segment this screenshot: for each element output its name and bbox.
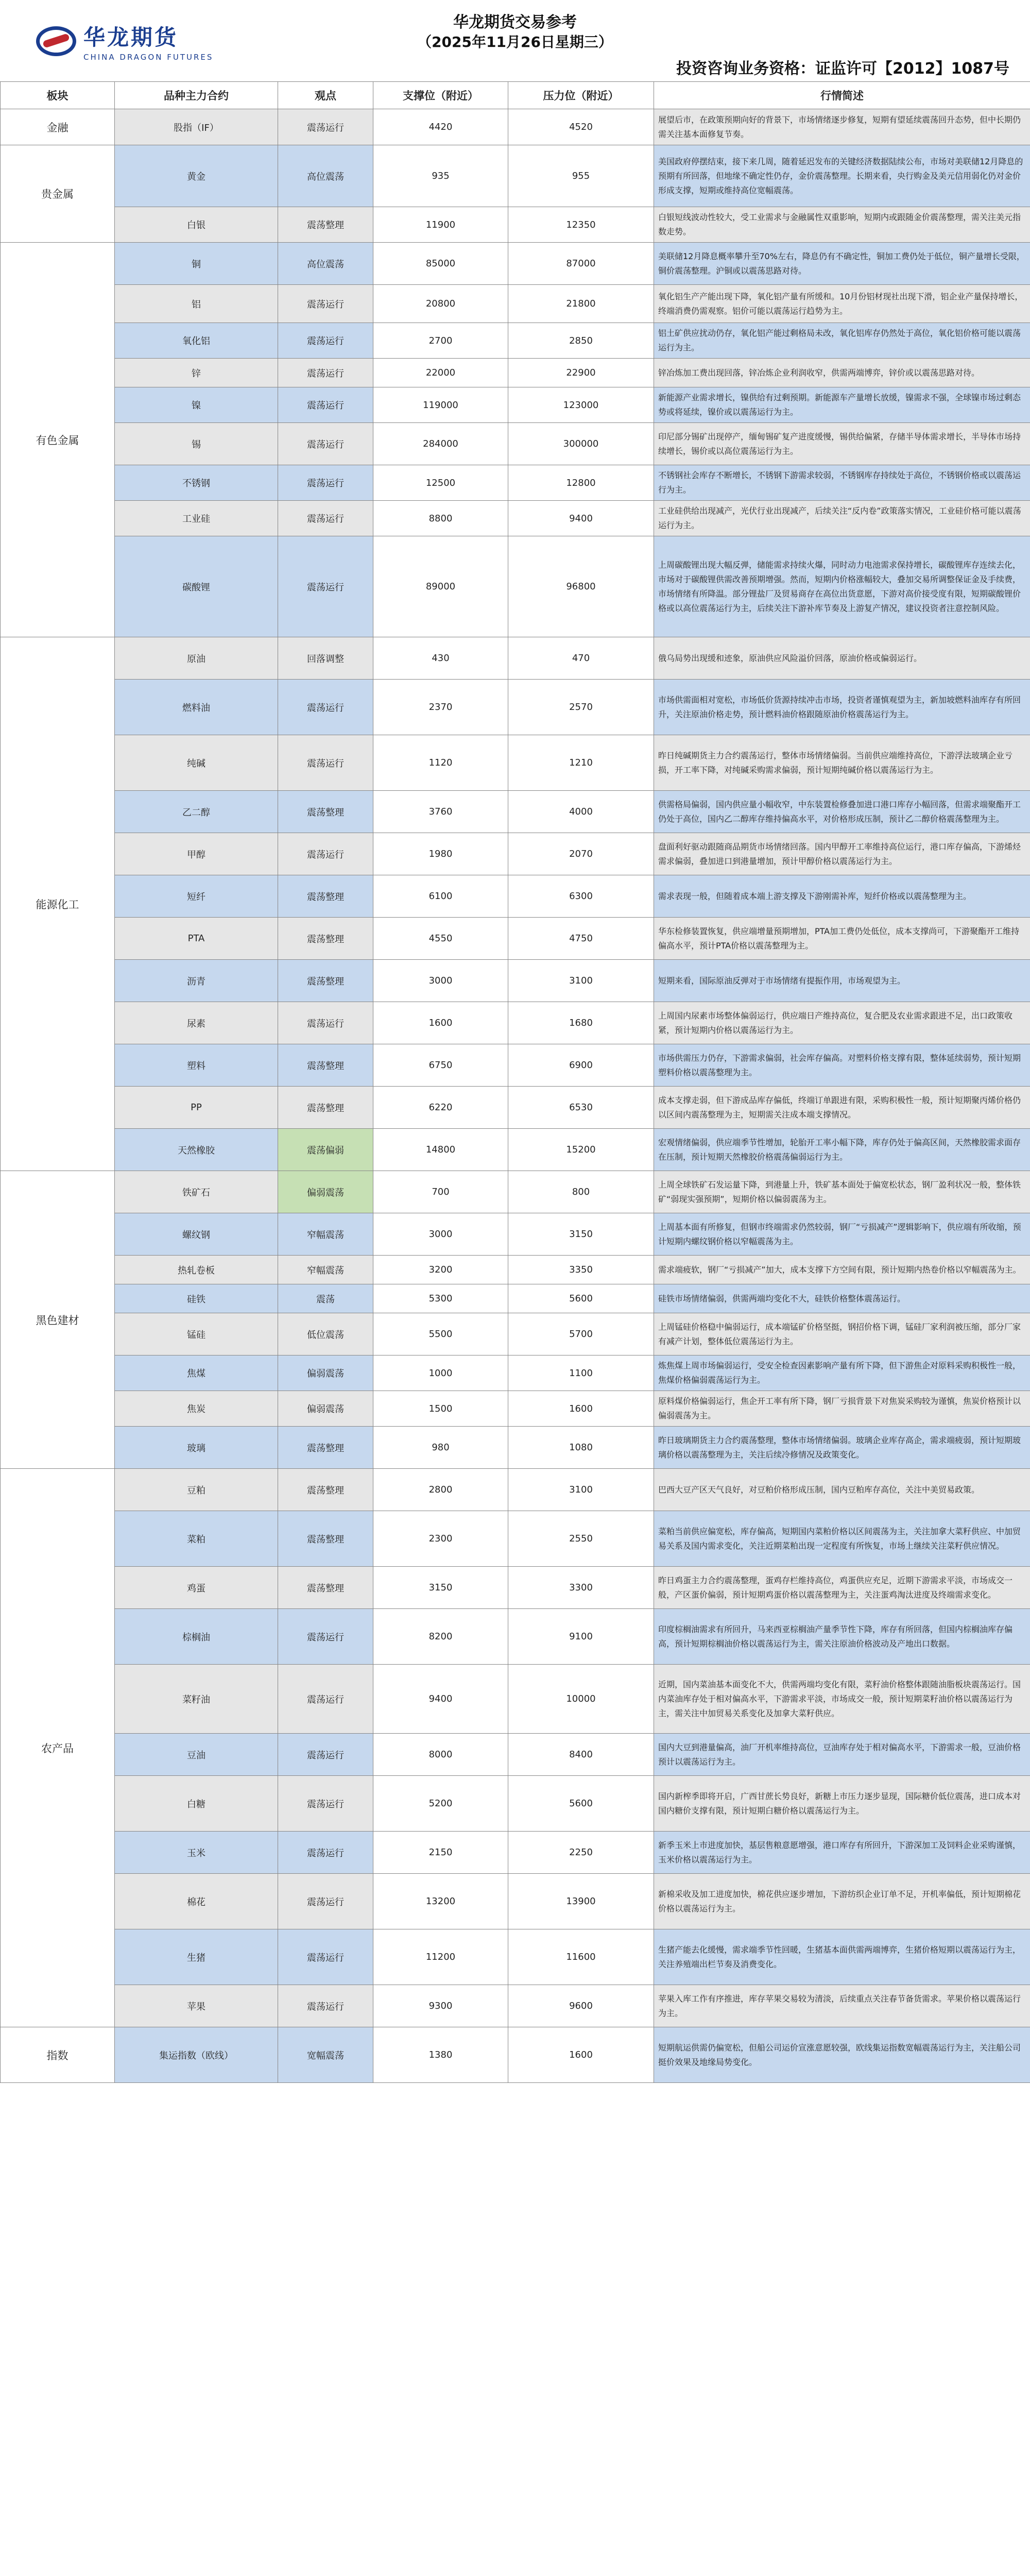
resistance-cell: 10000 xyxy=(508,1665,654,1734)
view-cell: 震荡运行 xyxy=(278,465,373,501)
contract-cell: 短纤 xyxy=(115,875,278,918)
view-cell: 震荡运行 xyxy=(278,1929,373,1985)
view-cell: 高位震荡 xyxy=(278,243,373,285)
summary-cell: 新季玉米上市进度加快，基层售粮意愿增强，港口库存有所回升，下游深加工及饲料企业采购谨慎，玉米价格以震荡运行为主。 xyxy=(654,1832,1030,1874)
table-row xyxy=(1,359,1030,387)
view-cell: 震荡运行 xyxy=(278,680,373,735)
summary-cell: 菜粕当前供应偏宽松，库存偏高，短期国内菜粕价格以区间震荡为主，关注加拿大菜籽供应、中加贸易关系及国内需求变化，关注近期菜粕出现一定程度有所恢复，市场上继续关注菜籽供应情况。 xyxy=(654,1511,1030,1567)
table-row xyxy=(1,1832,1030,1874)
table-row xyxy=(1,637,1030,680)
table-row xyxy=(1,1469,1030,1511)
resistance-cell: 9100 xyxy=(508,1609,654,1665)
contract-cell: 菜籽油 xyxy=(115,1665,278,1734)
summary-cell: 成本支撑走弱，但下游成品库存偏低，终端订单跟进有限，采购积极性一般，预计短期聚丙烯价格仍以区间内震荡整理为主，短期需关注成本端支撑情况。 xyxy=(654,1087,1030,1129)
resistance-cell: 800 xyxy=(508,1171,654,1213)
resistance-cell: 9400 xyxy=(508,501,654,536)
resistance-cell: 15200 xyxy=(508,1129,654,1171)
contract-cell: 乙二醇 xyxy=(115,791,278,833)
summary-cell: 华东检修装置恢复，供应端增量预期增加，PTA加工费仍处低位，成本支撑尚可，下游聚酯开工维持偏高水平，预计PTA价格以震荡整理为主。 xyxy=(654,918,1030,960)
view-cell: 震荡整理 xyxy=(278,875,373,918)
summary-cell: 新能源产业需求增长，镍供给有过剩预期。新能源车产量增长放缓，镍需求不强，全球镍市场过剩态势或将延续，镍价或以震荡运行为主。 xyxy=(654,387,1030,423)
support-cell: 5500 xyxy=(373,1313,508,1355)
col-view: 观点 xyxy=(278,82,373,109)
contract-cell: 玉米 xyxy=(115,1832,278,1874)
table-row xyxy=(1,1044,1030,1087)
support-cell: 935 xyxy=(373,145,508,207)
table-row xyxy=(1,833,1030,875)
view-cell: 震荡偏弱 xyxy=(278,1129,373,1171)
view-cell: 宽幅震荡 xyxy=(278,2027,373,2083)
resistance-cell: 1210 xyxy=(508,735,654,791)
table-row xyxy=(1,1129,1030,1171)
contract-cell: 锰硅 xyxy=(115,1313,278,1355)
sector-cell: 能源化工 xyxy=(1,637,115,1171)
support-cell: 3200 xyxy=(373,1256,508,1284)
view-cell: 震荡运行 xyxy=(278,1609,373,1665)
resistance-cell: 1600 xyxy=(508,1391,654,1427)
report-title: 华龙期货交易参考 xyxy=(453,13,577,31)
table-row xyxy=(1,2027,1030,2083)
sector-cell: 金融 xyxy=(1,109,115,145)
view-cell: 震荡整理 xyxy=(278,1087,373,1129)
resistance-cell: 1080 xyxy=(508,1427,654,1469)
contract-cell: 生猪 xyxy=(115,1929,278,1985)
contract-cell: 焦煤 xyxy=(115,1355,278,1391)
support-cell: 1000 xyxy=(373,1355,508,1391)
resistance-cell: 87000 xyxy=(508,243,654,285)
resistance-cell: 12350 xyxy=(508,207,654,243)
contract-cell: 氧化铝 xyxy=(115,323,278,359)
support-cell: 1980 xyxy=(373,833,508,875)
resistance-cell: 3300 xyxy=(508,1567,654,1609)
support-cell: 8200 xyxy=(373,1609,508,1665)
view-cell: 偏弱震荡 xyxy=(278,1391,373,1427)
table-row xyxy=(1,1929,1030,1985)
contract-cell: 塑料 xyxy=(115,1044,278,1087)
summary-cell: 市场供需面相对宽松，市场低价货源持续冲击市场，投资者谨慎观望为主，新加坡燃料油库存有所回升，关注原油价格走势，预计燃料油价格跟随原油价格震荡运行为主。 xyxy=(654,680,1030,735)
table-row xyxy=(1,1213,1030,1256)
summary-cell: 不锈钢社会库存不断增长，不锈钢下游需求较弱，不锈钢库存持续处于高位，不锈钢价格或以震荡运行为主。 xyxy=(654,465,1030,501)
support-cell: 2370 xyxy=(373,680,508,735)
summary-cell: 氧化铝生产产能出现下降，氧化铝产量有所缓和。10月份铝材现社出现下滑，铝企业产量保持增长，终端消费仍需观察。铝价可能以震荡运行趋势为主。 xyxy=(654,285,1030,323)
support-cell: 1500 xyxy=(373,1391,508,1427)
view-cell: 偏弱震荡 xyxy=(278,1171,373,1213)
table-row xyxy=(1,536,1030,637)
summary-cell: 国内新榨季即将开启，广西甘蔗长势良好，新糖上市压力逐步显现，国际糖价低位震荡，进口成本对国内糖价支撑有限，预计短期白糖价格以震荡运行为主。 xyxy=(654,1776,1030,1832)
contract-cell: 尿素 xyxy=(115,1002,278,1044)
summary-cell: 印尼部分锡矿出现停产，缅甸锡矿复产进度缓慢，锡供给偏紧，存储半导体需求增长，半导体市场持续增长，锡价或以高位震荡运行为主。 xyxy=(654,423,1030,465)
table-row xyxy=(1,1171,1030,1213)
table-header-row xyxy=(1,82,1030,109)
summary-cell: 铝土矿供应扰动仍存，氧化铝产能过剩格局未改，氧化铝库存仍然处于高位，氧化铝价格可能以震荡运行为主。 xyxy=(654,323,1030,359)
view-cell: 震荡运行 xyxy=(278,109,373,145)
resistance-cell: 955 xyxy=(508,145,654,207)
summary-cell: 美国政府停摆结束，接下来几周，随着延迟发布的关键经济数据陆续公布，市场对美联储12月降息的预期有所回落，但地缘不确定性仍存，金价震荡整理。长期来看，央行购金及美元信用弱化仍对金价形成支撑，短期或维持高位宽幅震荡。 xyxy=(654,145,1030,207)
table-row xyxy=(1,1985,1030,2027)
support-cell: 8000 xyxy=(373,1734,508,1776)
support-cell: 3000 xyxy=(373,1213,508,1256)
summary-cell: 印度棕榈油需求有所回升，马来西亚棕榈油产量季节性下降，库存有所回落，但国内棕榈油库存偏高，预计短期棕榈油价格以震荡运行为主，需关注原油价格波动及产地出口数据。 xyxy=(654,1609,1030,1665)
resistance-cell: 2850 xyxy=(508,323,654,359)
table-row xyxy=(1,1256,1030,1284)
contract-cell: 锌 xyxy=(115,359,278,387)
support-cell: 11200 xyxy=(373,1929,508,1985)
view-cell: 震荡整理 xyxy=(278,1044,373,1087)
view-cell: 震荡运行 xyxy=(278,423,373,465)
view-cell: 震荡运行 xyxy=(278,1874,373,1929)
summary-cell: 近期，国内菜油基本面变化不大，供需两端均变化有限，菜籽油价格整体跟随油脂板块震荡运行。国内菜油库存处于相对偏高水平，下游需求平淡，市场成交一般，预计短期菜籽油价格以震荡运行为主，需关注中加贸易关系变化及加拿大菜籽供应。 xyxy=(654,1665,1030,1734)
support-cell: 12500 xyxy=(373,465,508,501)
col-contract: 品种主力合约 xyxy=(115,82,278,109)
resistance-cell: 5700 xyxy=(508,1313,654,1355)
resistance-cell: 6300 xyxy=(508,875,654,918)
view-cell: 震荡整理 xyxy=(278,960,373,1002)
resistance-cell: 300000 xyxy=(508,423,654,465)
summary-cell: 炼焦煤上周市场偏弱运行，受安全检查因素影响产量有所下降，但下游焦企对原料采购积极性一般，焦煤价格偏弱震荡运行为主。 xyxy=(654,1355,1030,1391)
contract-cell: 镍 xyxy=(115,387,278,423)
support-cell: 1380 xyxy=(373,2027,508,2083)
contract-cell: 天然橡胶 xyxy=(115,1129,278,1171)
contract-cell: 白糖 xyxy=(115,1776,278,1832)
view-cell: 窄幅震荡 xyxy=(278,1213,373,1256)
summary-cell: 锌冶炼加工费出现回落，锌冶炼企业利润收窄，供需两端博弈，锌价或以震荡思路对待。 xyxy=(654,359,1030,387)
view-cell: 震荡运行 xyxy=(278,1002,373,1044)
support-cell: 9300 xyxy=(373,1985,508,2027)
support-cell: 980 xyxy=(373,1427,508,1469)
view-cell: 震荡运行 xyxy=(278,1665,373,1734)
resistance-cell: 11600 xyxy=(508,1929,654,1985)
resistance-cell: 3350 xyxy=(508,1256,654,1284)
table-row xyxy=(1,243,1030,285)
contract-cell: 锡 xyxy=(115,423,278,465)
trading-reference-table xyxy=(0,81,1030,2083)
support-cell: 5200 xyxy=(373,1776,508,1832)
summary-cell: 苹果入库工作有序推进，库存苹果交易较为清淡，后续重点关注春节备货需求。苹果价格以震荡运行为主。 xyxy=(654,1985,1030,2027)
contract-cell: 豆粕 xyxy=(115,1469,278,1511)
contract-cell: 豆油 xyxy=(115,1734,278,1776)
table-row xyxy=(1,1355,1030,1391)
view-cell: 震荡运行 xyxy=(278,1985,373,2027)
view-cell: 震荡整理 xyxy=(278,1567,373,1609)
summary-cell: 俄乌局势出现缓和迹象，原油供应风险溢价回落，原油价格或偏弱运行。 xyxy=(654,637,1030,680)
table-body xyxy=(1,109,1030,2083)
view-cell: 回落调整 xyxy=(278,637,373,680)
contract-cell: 白银 xyxy=(115,207,278,243)
resistance-cell: 6530 xyxy=(508,1087,654,1129)
view-cell: 震荡 xyxy=(278,1284,373,1313)
table-row xyxy=(1,207,1030,243)
resistance-cell: 3150 xyxy=(508,1213,654,1256)
view-cell: 震荡运行 xyxy=(278,359,373,387)
resistance-cell: 2070 xyxy=(508,833,654,875)
summary-cell: 展望后市，在政策预期向好的背景下，市场情绪逐步修复，短期有望延续震荡回升态势，但中长期仍需关注基本面修复节奏。 xyxy=(654,109,1030,145)
contract-cell: 甲醇 xyxy=(115,833,278,875)
resistance-cell: 1600 xyxy=(508,2027,654,2083)
table-row xyxy=(1,791,1030,833)
resistance-cell: 22900 xyxy=(508,359,654,387)
resistance-cell: 12800 xyxy=(508,465,654,501)
contract-cell: 棕榈油 xyxy=(115,1609,278,1665)
col-sector: 板块 xyxy=(1,82,115,109)
table-row xyxy=(1,145,1030,207)
table-row xyxy=(1,323,1030,359)
col-summary: 行情简述 xyxy=(654,82,1030,109)
support-cell: 14800 xyxy=(373,1129,508,1171)
resistance-cell: 6900 xyxy=(508,1044,654,1087)
resistance-cell: 2570 xyxy=(508,680,654,735)
license-text: 投资咨询业务资格：证监许可【2012】1087号 xyxy=(676,60,1009,78)
view-cell: 高位震荡 xyxy=(278,145,373,207)
view-cell: 震荡整理 xyxy=(278,918,373,960)
support-cell: 20800 xyxy=(373,285,508,323)
support-cell: 2700 xyxy=(373,323,508,359)
view-cell: 窄幅震荡 xyxy=(278,1256,373,1284)
resistance-cell: 1680 xyxy=(508,1002,654,1044)
table-row xyxy=(1,1313,1030,1355)
support-cell: 9400 xyxy=(373,1665,508,1734)
summary-cell: 市场供需压力仍存，下游需求偏弱，社会库存偏高。对塑料价格支撑有限，整体延续弱势，预计短期塑料价格以震荡整理为主。 xyxy=(654,1044,1030,1087)
table-row xyxy=(1,875,1030,918)
support-cell: 119000 xyxy=(373,387,508,423)
contract-cell: 焦炭 xyxy=(115,1391,278,1427)
view-cell: 震荡运行 xyxy=(278,387,373,423)
contract-cell: 工业硅 xyxy=(115,501,278,536)
contract-cell: 股指（IF） xyxy=(115,109,278,145)
summary-cell: 上周国内尿素市场整体偏弱运行，供应端日产维持高位，复合肥及农业需求跟进不足，出口政策收紧，预计短期内价格以震荡运行为主。 xyxy=(654,1002,1030,1044)
view-cell: 震荡运行 xyxy=(278,536,373,637)
summary-cell: 盘面利好驱动跟随商品期货市场情绪回落。国内甲醇开工率维持高位运行，港口库存偏高，下游烯烃需求偏弱，叠加进口到港量增加，预计甲醇价格以震荡运行为主。 xyxy=(654,833,1030,875)
resistance-cell: 123000 xyxy=(508,387,654,423)
resistance-cell: 13900 xyxy=(508,1874,654,1929)
contract-cell: 苹果 xyxy=(115,1985,278,2027)
view-cell: 震荡运行 xyxy=(278,323,373,359)
table-row xyxy=(1,1776,1030,1832)
view-cell: 偏弱震荡 xyxy=(278,1355,373,1391)
contract-cell: 黄金 xyxy=(115,145,278,207)
support-cell: 6100 xyxy=(373,875,508,918)
summary-cell: 上周基本面有所修复，但钢市终端需求仍然较弱，钢厂“亏损减产”逻辑影响下，供应端有所收缩，预计短期内螺纹钢价格以窄幅震荡为主。 xyxy=(654,1213,1030,1256)
table-row xyxy=(1,918,1030,960)
summary-cell: 短期航运供需仍偏宽松，但船公司运价宣涨意愿较强，欧线集运指数宽幅震荡运行为主，关注船公司挺价效果及地缘局势变化。 xyxy=(654,2027,1030,2083)
support-cell: 1600 xyxy=(373,1002,508,1044)
table-row xyxy=(1,1609,1030,1665)
summary-cell: 巴西大豆产区天气良好，对豆粕价格形成压制，国内豆粕库存高位，关注中美贸易政策。 xyxy=(654,1469,1030,1511)
summary-cell: 需求端疲软，钢厂“亏损减产”加大，成本支撑下方空间有限，预计短期内热卷价格以窄幅震荡为主。 xyxy=(654,1256,1030,1284)
resistance-cell: 21800 xyxy=(508,285,654,323)
view-cell: 震荡运行 xyxy=(278,1734,373,1776)
table-row xyxy=(1,1874,1030,1929)
summary-cell: 上周碳酸锂出现大幅反弹，储能需求持续火爆，同时动力电池需求保持增长，碳酸锂库存连续去化，市场对于碳酸锂供需改善预期增强。然而，短期内价格涨幅较大，叠加交易所调整保证金及手续费，市场情绪有所降温。部分锂盐厂及贸易商存在高位出货意愿，下游对高价接受度有限，短期碳酸锂价格或以高位震荡运行为主，后续关注下游补库节奏及上游复产情况，建议投资者注意控制风险。 xyxy=(654,536,1030,637)
table-row xyxy=(1,1511,1030,1567)
contract-cell: 原油 xyxy=(115,637,278,680)
sector-cell: 农产品 xyxy=(1,1469,115,2027)
contract-cell: PTA xyxy=(115,918,278,960)
contract-cell: 铁矿石 xyxy=(115,1171,278,1213)
table-row xyxy=(1,1002,1030,1044)
summary-cell: 短期来看，国际原油反弹对于市场情绪有提振作用，市场观望为主。 xyxy=(654,960,1030,1002)
support-cell: 22000 xyxy=(373,359,508,387)
sector-cell: 指数 xyxy=(1,2027,115,2083)
contract-cell: 燃料油 xyxy=(115,680,278,735)
summary-cell: 原料煤价格偏弱运行，焦企开工率有所下降，钢厂亏损背景下对焦炭采购较为谨慎，焦炭价格预计以偏弱震荡为主。 xyxy=(654,1391,1030,1427)
resistance-cell: 4000 xyxy=(508,791,654,833)
table-row xyxy=(1,680,1030,735)
support-cell: 4420 xyxy=(373,109,508,145)
summary-cell: 硅铁市场情绪偏弱，供需两端均变化不大，硅铁价格整体震荡运行。 xyxy=(654,1284,1030,1313)
view-cell: 震荡整理 xyxy=(278,1469,373,1511)
resistance-cell: 3100 xyxy=(508,960,654,1002)
summary-cell: 美联储12月降息概率攀升至70%左右，降息仍有不确定性，铜加工费仍处于低位，铜产量增长受限，铜价震荡整理。沪铜或以震荡思路对待。 xyxy=(654,243,1030,285)
support-cell: 6220 xyxy=(373,1087,508,1129)
contract-cell: 螺纹钢 xyxy=(115,1213,278,1256)
support-cell: 6750 xyxy=(373,1044,508,1087)
contract-cell: 沥青 xyxy=(115,960,278,1002)
table-row xyxy=(1,1087,1030,1129)
resistance-cell: 5600 xyxy=(508,1776,654,1832)
support-cell: 13200 xyxy=(373,1874,508,1929)
resistance-cell: 9600 xyxy=(508,1985,654,2027)
view-cell: 震荡运行 xyxy=(278,285,373,323)
resistance-cell: 2250 xyxy=(508,1832,654,1874)
summary-cell: 昨日鸡蛋主力合约震荡整理，蛋鸡存栏维持高位，鸡蛋供应充足，近期下游需求平淡，市场成交一般，产区蛋价偏弱，预计短期鸡蛋价格以震荡整理为主，关注蛋鸡淘汰进度及终端需求变化。 xyxy=(654,1567,1030,1609)
table-row xyxy=(1,1734,1030,1776)
report-header xyxy=(0,0,1030,88)
contract-cell: 硅铁 xyxy=(115,1284,278,1313)
sector-cell: 黑色建材 xyxy=(1,1171,115,1469)
table-row xyxy=(1,1284,1030,1313)
table-row xyxy=(1,465,1030,501)
summary-cell: 国内大豆到港量偏高，油厂开机率维持高位，豆油库存处于相对偏高水平，下游需求一般，豆油价格预计以震荡运行为主。 xyxy=(654,1734,1030,1776)
contract-cell: 纯碱 xyxy=(115,735,278,791)
view-cell: 震荡整理 xyxy=(278,1427,373,1469)
support-cell: 5300 xyxy=(373,1284,508,1313)
support-cell: 4550 xyxy=(373,918,508,960)
contract-cell: 棉花 xyxy=(115,1874,278,1929)
table-row xyxy=(1,109,1030,145)
summary-cell: 上周锰硅价格稳中偏弱运行，成本端锰矿价格坚挺，钢招价格下调，锰硅厂家利润被压缩，部分厂家有减产计划，整体低位震荡运行为主。 xyxy=(654,1313,1030,1355)
view-cell: 震荡运行 xyxy=(278,1776,373,1832)
view-cell: 震荡整理 xyxy=(278,207,373,243)
support-cell: 11900 xyxy=(373,207,508,243)
support-cell: 89000 xyxy=(373,536,508,637)
resistance-cell: 4520 xyxy=(508,109,654,145)
col-support: 支撑位（附近） xyxy=(373,82,508,109)
support-cell: 700 xyxy=(373,1171,508,1213)
summary-cell: 宏观情绪偏弱，供应端季节性增加，轮胎开工率小幅下降，库存仍处于偏高区间，天然橡胶需求面存在压制，预计短期天然橡胶价格震荡偏弱运行为主。 xyxy=(654,1129,1030,1171)
resistance-cell: 470 xyxy=(508,637,654,680)
view-cell: 低位震荡 xyxy=(278,1313,373,1355)
summary-cell: 昨日纯碱期货主力合约震荡运行，整体市场情绪偏弱。当前供应端维持高位，下游浮法玻璃企业亏损，开工率下降，对纯碱采购需求偏弱，预计短期纯碱价格以震荡运行为主。 xyxy=(654,735,1030,791)
resistance-cell: 4750 xyxy=(508,918,654,960)
resistance-cell: 2550 xyxy=(508,1511,654,1567)
resistance-cell: 5600 xyxy=(508,1284,654,1313)
summary-cell: 工业硅供给出现减产，光伏行业出现减产，后续关注“反内卷”政策落实情况，工业硅价格可能以震荡运行为主。 xyxy=(654,501,1030,536)
table-row xyxy=(1,960,1030,1002)
summary-cell: 白银短线波动性较大，受工业需求与金融属性双重影响，短期内或跟随金价震荡整理，需关注美元指数走势。 xyxy=(654,207,1030,243)
view-cell: 震荡整理 xyxy=(278,791,373,833)
sector-cell: 贵金属 xyxy=(1,145,115,243)
support-cell: 3150 xyxy=(373,1567,508,1609)
support-cell: 1120 xyxy=(373,735,508,791)
support-cell: 8800 xyxy=(373,501,508,536)
view-cell: 震荡运行 xyxy=(278,501,373,536)
resistance-cell: 8400 xyxy=(508,1734,654,1776)
summary-cell: 生猪产能去化缓慢，需求端季节性回暖，生猪基本面供需两端博弈，生猪价格短期以震荡运行为主，关注养殖端出栏节奏及消费变化。 xyxy=(654,1929,1030,1985)
table-row xyxy=(1,501,1030,536)
view-cell: 震荡运行 xyxy=(278,1832,373,1874)
table-row xyxy=(1,735,1030,791)
resistance-cell: 1100 xyxy=(508,1355,654,1391)
summary-cell: 供需格局偏弱，国内供应量小幅收窄，中东装置检修叠加进口港口库存小幅回落，但需求端聚酯开工仍处于高位，国内乙二醇库存维持偏高水平，对价格形成压制，预计乙二醇价格震荡整理为主。 xyxy=(654,791,1030,833)
view-cell: 震荡运行 xyxy=(278,735,373,791)
logo-cn: 华龙期货 xyxy=(83,25,179,50)
resistance-cell: 96800 xyxy=(508,536,654,637)
view-cell: 震荡整理 xyxy=(278,1511,373,1567)
summary-cell: 昨日玻璃期货主力合约震荡整理，整体市场情绪偏弱。玻璃企业库存高企，需求端疲弱，预计短期玻璃价格以震荡整理为主，关注后续冷修情况及政策变化。 xyxy=(654,1427,1030,1469)
support-cell: 85000 xyxy=(373,243,508,285)
contract-cell: 铜 xyxy=(115,243,278,285)
support-cell: 2150 xyxy=(373,1832,508,1874)
contract-cell: 玻璃 xyxy=(115,1427,278,1469)
support-cell: 284000 xyxy=(373,423,508,465)
table-row xyxy=(1,423,1030,465)
col-resistance: 压力位（附近） xyxy=(508,82,654,109)
summary-cell: 新棉采收及加工进度加快，棉花供应逐步增加，下游纺织企业订单不足，开机率偏低，预计短期棉花价格以震荡运行为主。 xyxy=(654,1874,1030,1929)
logo-en: CHINA DRAGON FUTURES xyxy=(83,53,214,62)
contract-cell: 菜粕 xyxy=(115,1511,278,1567)
support-cell: 2800 xyxy=(373,1469,508,1511)
contract-cell: 集运指数（欧线） xyxy=(115,2027,278,2083)
summary-cell: 需求表现一般，但随着成本端上游支撑及下游刚需补库，短纤价格或以震荡整理为主。 xyxy=(654,875,1030,918)
table-row xyxy=(1,1567,1030,1609)
support-cell: 430 xyxy=(373,637,508,680)
table-row xyxy=(1,285,1030,323)
table-row xyxy=(1,1391,1030,1427)
support-cell: 3760 xyxy=(373,791,508,833)
table-row xyxy=(1,1427,1030,1469)
resistance-cell: 3100 xyxy=(508,1469,654,1511)
contract-cell: 不锈钢 xyxy=(115,465,278,501)
contract-cell: 铝 xyxy=(115,285,278,323)
support-cell: 2300 xyxy=(373,1511,508,1567)
view-cell: 震荡运行 xyxy=(278,833,373,875)
table-row xyxy=(1,1665,1030,1734)
contract-cell: 碳酸锂 xyxy=(115,536,278,637)
summary-cell: 上周全球铁矿石发运量下降，到港量上升，铁矿基本面处于偏宽松状态，钢厂盈利状况一般，整体铁矿“弱现实强预期”，短期价格以偏弱震荡为主。 xyxy=(654,1171,1030,1213)
sector-cell: 有色金属 xyxy=(1,243,115,637)
contract-cell: 热轧卷板 xyxy=(115,1256,278,1284)
table-row xyxy=(1,387,1030,423)
contract-cell: PP xyxy=(115,1087,278,1129)
support-cell: 3000 xyxy=(373,960,508,1002)
contract-cell: 鸡蛋 xyxy=(115,1567,278,1609)
report-date: （2025年11月26日星期三） xyxy=(417,33,613,50)
